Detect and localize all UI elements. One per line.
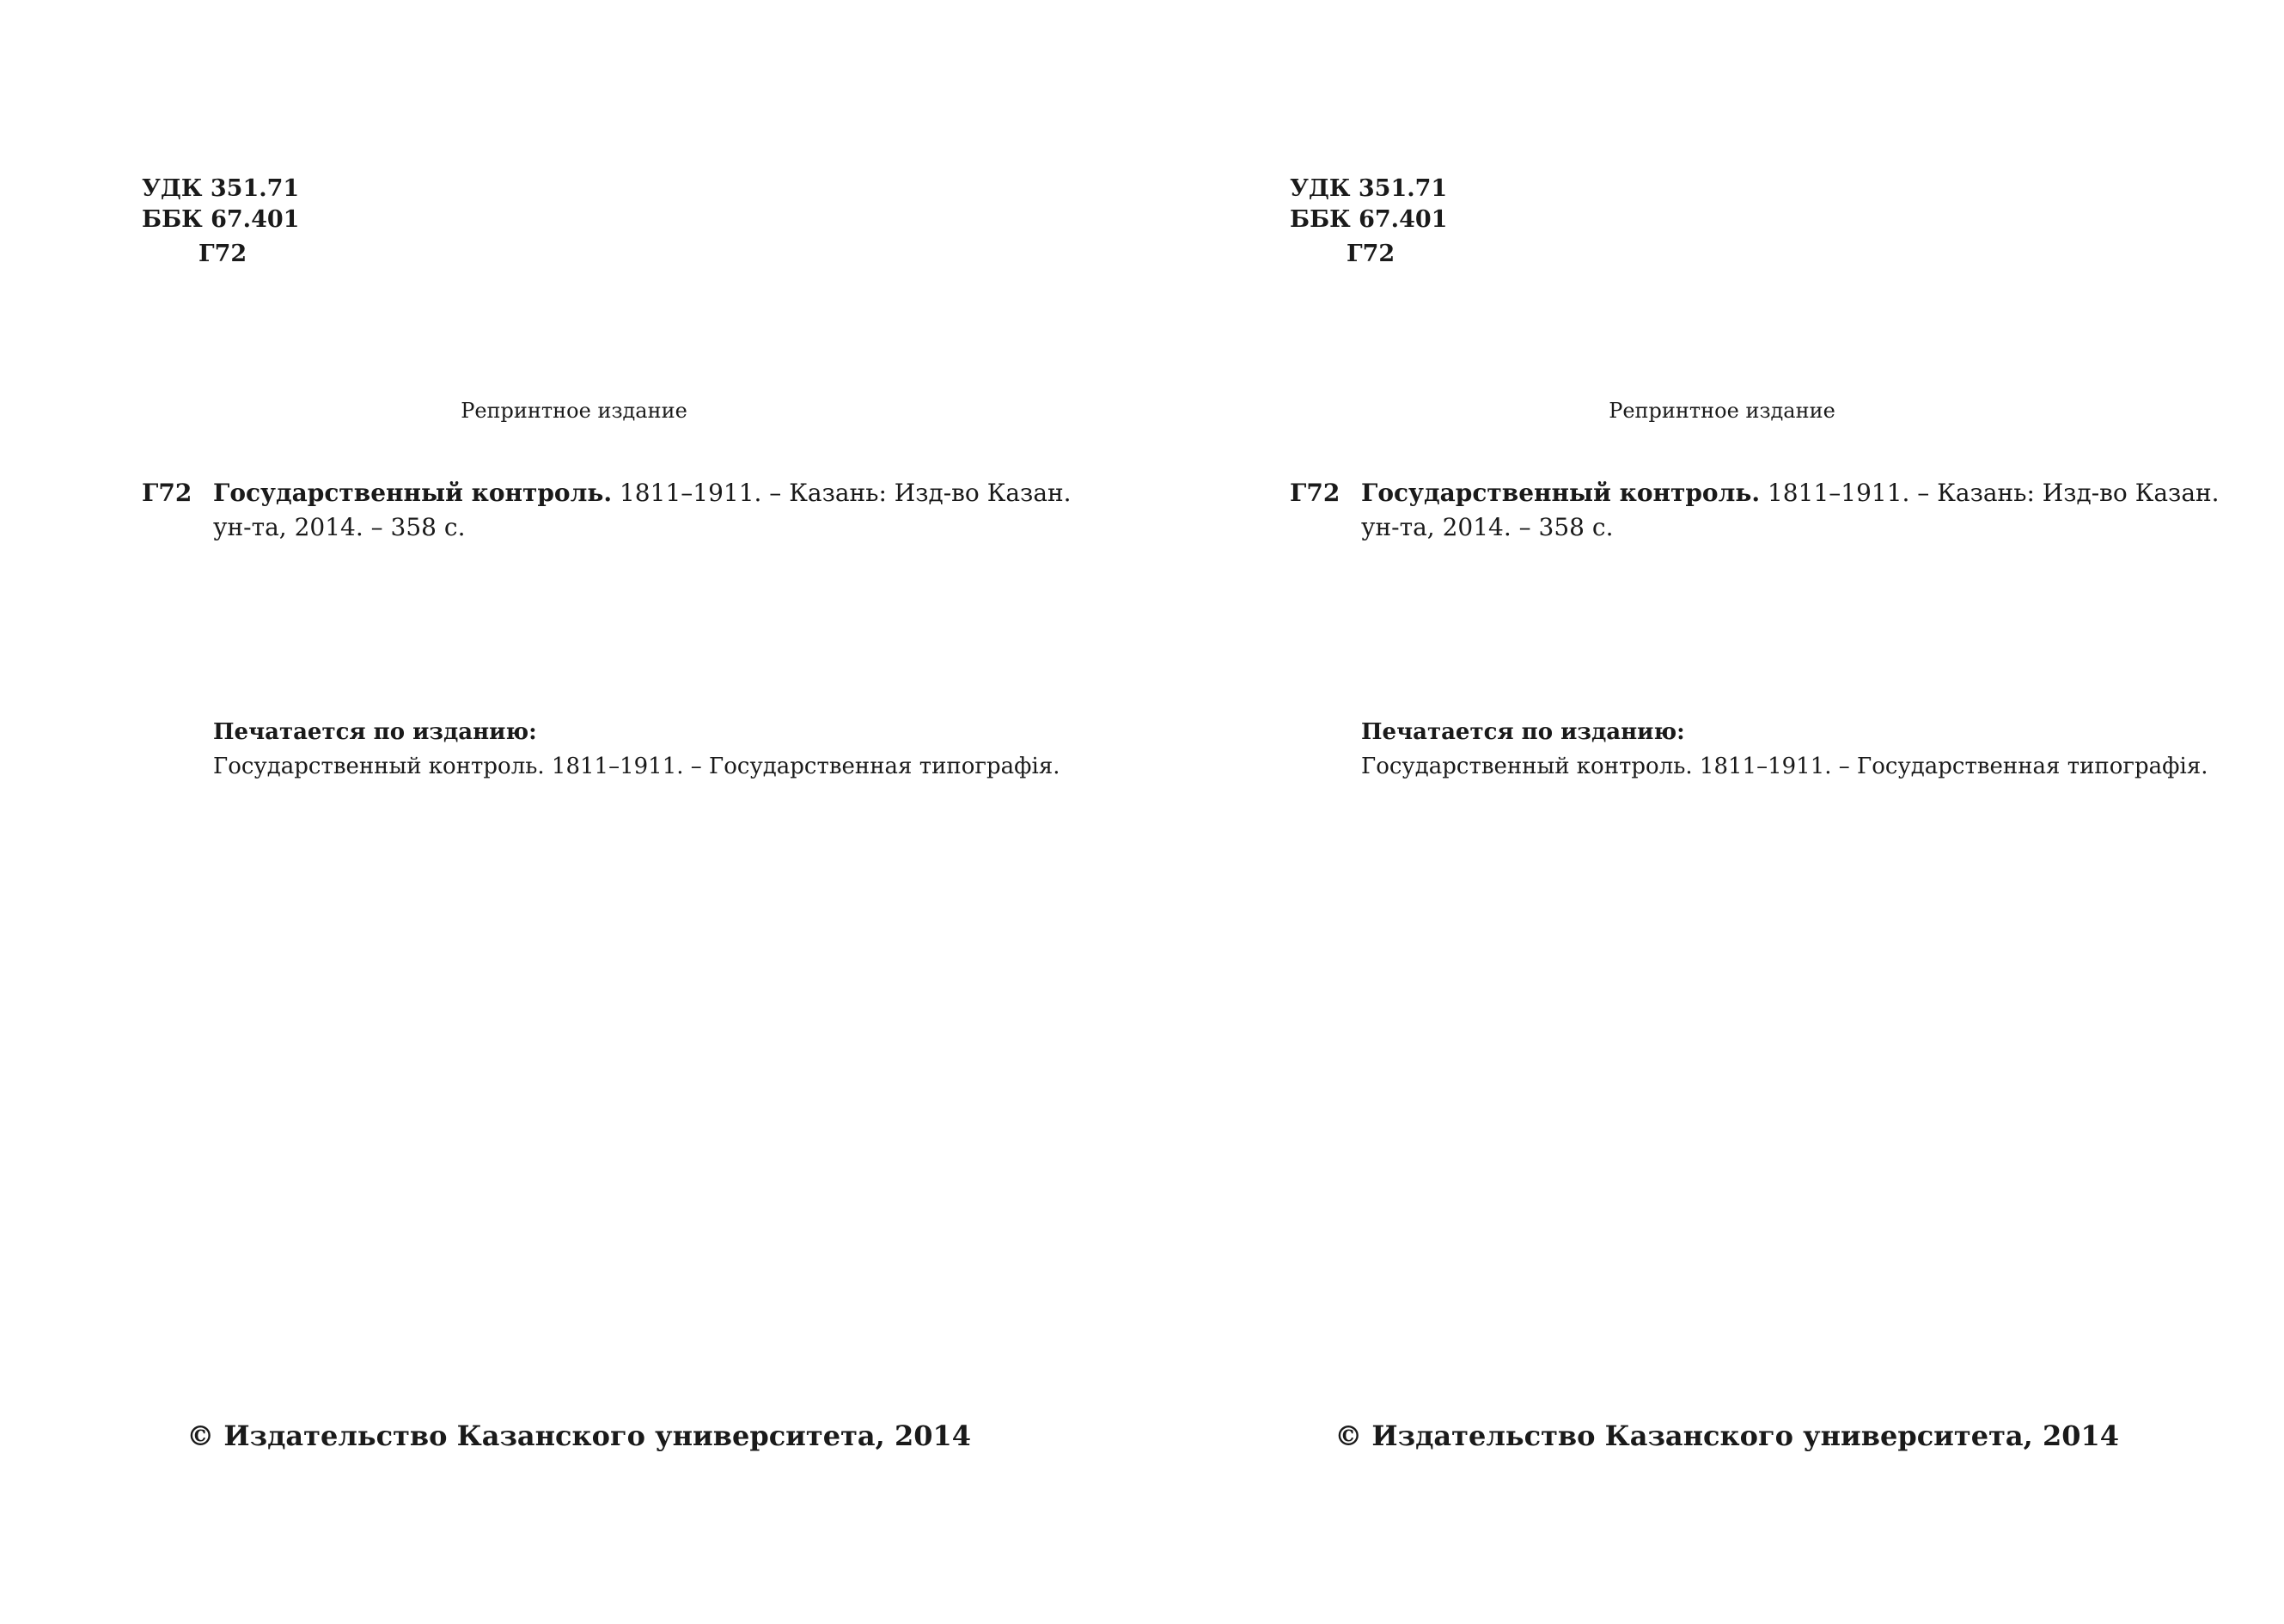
- bbk-code: ББК 67.401: [1290, 206, 1448, 233]
- page-right: [1148, 0, 2284, 1624]
- reprint-label: Репринтное издание: [461, 399, 687, 423]
- entry-line-2: ун-та, 2014. – 358 с.: [1361, 513, 1614, 541]
- entry-code: Г72: [142, 479, 192, 507]
- udk-code: УДК 351.71: [1290, 175, 1448, 202]
- entry-title: Государственный контроль.: [1361, 479, 1761, 507]
- entry-details: 1811–1911. – Казань: Изд-во Казан.: [612, 479, 1072, 507]
- entry-details: 1811–1911. – Казань: Изд-во Казан.: [1760, 479, 2220, 507]
- reprint-label: Репринтное издание: [1609, 399, 1835, 423]
- bbk-code: ББК 67.401: [142, 206, 300, 233]
- author-index-code: Г72: [198, 241, 247, 267]
- source-heading: Печатается по изданию:: [1361, 719, 1685, 745]
- entry-line-1: [1361, 476, 2220, 510]
- entry-title: Государственный контроль.: [213, 479, 613, 507]
- entry-line-2: ун-та, 2014. – 358 с.: [213, 513, 466, 541]
- bibliographic-entry: [1361, 476, 2220, 545]
- bibliographic-entry: [213, 476, 1072, 545]
- entry-code: Г72: [1290, 479, 1340, 507]
- entry-line-1: [213, 476, 1072, 510]
- udk-code: УДК 351.71: [142, 175, 300, 202]
- source-text: Государственный контроль. 1811–1911. – Государственная типографія.: [213, 754, 1060, 779]
- author-index-code: Г72: [1347, 241, 1395, 267]
- source-text: Государственный контроль. 1811–1911. – Государственная типографія.: [1361, 754, 2208, 779]
- copyright-notice: © Издательство Казанского университета, 2014: [1334, 1419, 2119, 1452]
- copyright-notice: © Издательство Казанского университета, 2014: [186, 1419, 971, 1452]
- source-heading: Печатается по изданию:: [213, 719, 537, 745]
